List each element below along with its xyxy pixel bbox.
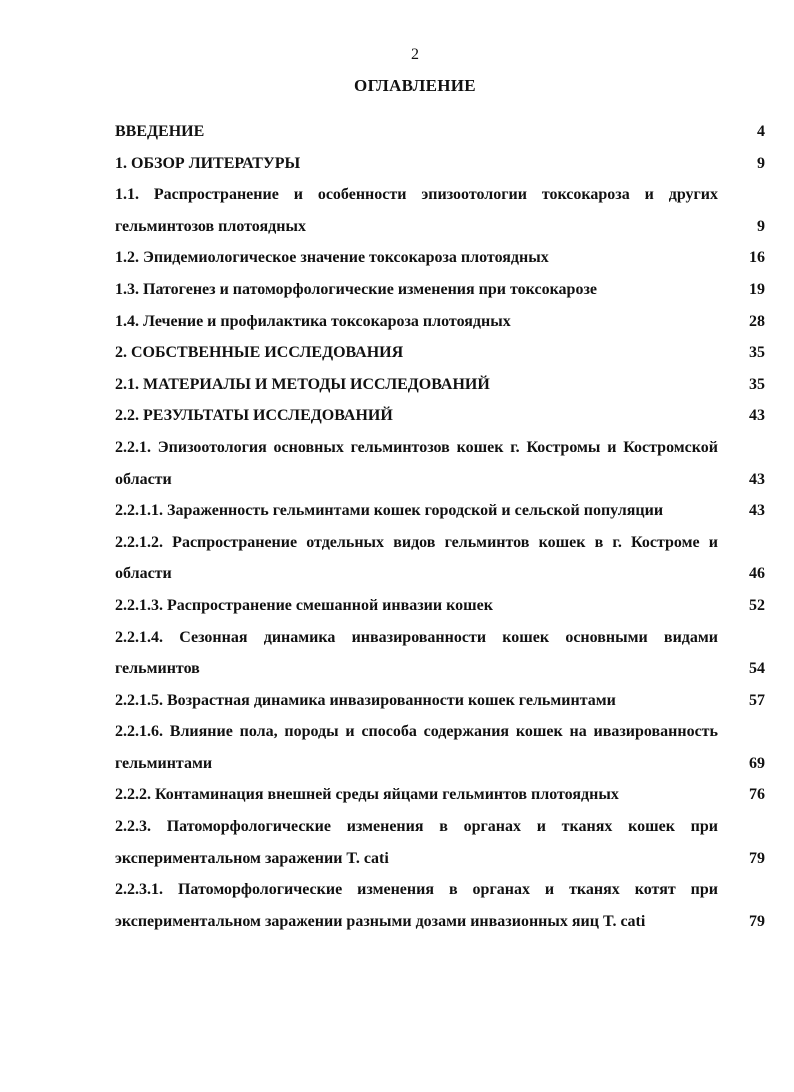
toc-page-number: 54 [749,660,765,678]
toc-entry-introduction[interactable] [115,116,765,148]
toc-entry-text: 2.2.3.1. Патоморфологические изменения в органах и тканях котят при экспериментальном заражении разными дозами инвазионных яиц T. cati [115,881,718,930]
toc-entry-1-3[interactable] [115,274,765,306]
toc-entry-text: 2.2.3. Патоморфологические изменения в органах и тканях кошек при экспериментальном заражении T. cati [115,818,718,867]
toc-page-number: 43 [749,502,765,520]
toc-entry-text: 1. ОБЗОР ЛИТЕРАТУРЫ [115,154,301,172]
toc-entry-text: 2.2.1.4. Сезонная динамика инвазированности кошек основными видами гельминтов [115,628,718,678]
toc-entry-2-2-3[interactable] [115,811,765,874]
toc-page-number: 46 [749,565,765,583]
toc-entry-text: 2.2.1.3. Распространение смешанной инвазии кошек [115,596,493,614]
toc-entry-text: 2.2.1.6. Влияние пола, породы и способа содержания кошек на ивазированность гельминтами [115,723,718,772]
toc-page-number: 28 [749,312,765,330]
toc-entry-text: ВВЕДЕНИЕ [115,123,205,140]
toc-page-number: 69 [749,754,765,772]
toc-page-number: 43 [749,470,765,488]
toc-entry-text: 2. СОБСТВЕННЫЕ ИССЛЕДОВАНИЯ [115,344,404,362]
toc-entry-1[interactable] [115,148,765,180]
toc-entry-text: 1.4. Лечение и профилактика токсокароза плотоядных [115,312,511,330]
toc-entry-2-2-1-6[interactable] [115,716,765,779]
toc-entry-2-2-1-4[interactable] [115,622,765,685]
toc-page-number: 35 [749,375,765,393]
toc-page-number: 19 [749,280,765,298]
toc-entry-text: 1.1. Распространение и особенности эпизоотологии токсокароза и других гельминтозов плотоядных [115,186,718,235]
toc-entry-1-1[interactable] [115,179,765,242]
page-number: 2 [411,46,419,63]
toc-page-number: 4 [757,123,765,140]
toc-title: ОГЛАВЛЕНИЕ [354,76,476,95]
toc-entry-text: 2.1. МАТЕРИАЛЫ И МЕТОДЫ ИССЛЕДОВАНИЙ [115,375,490,393]
toc-page-number: 57 [749,691,765,709]
toc-entry-2-2-1-3[interactable] [115,590,765,622]
toc-page-number: 16 [749,249,765,267]
toc-entry-text: 2.2.1.5. Возрастная динамика инвазированности кошек гельминтами [115,691,616,709]
toc-entry-2-2-3-1[interactable] [115,874,765,937]
table-of-contents [115,116,765,937]
toc-entry-1-2[interactable] [115,242,765,274]
toc-entry-text: 2.2. РЕЗУЛЬТАТЫ ИССЛЕДОВАНИЙ [115,407,393,425]
toc-page-number: 35 [749,344,765,362]
toc-entry-2-1[interactable] [115,369,765,401]
toc-entry-text: 2.2.1.2. Распространение отдельных видов гельминтов кошек в г. Костроме и области [115,533,718,583]
toc-entry-2-2-1-2[interactable] [115,527,765,590]
toc-page-number: 52 [749,596,765,614]
toc-entry-2-2-2[interactable] [115,779,765,811]
toc-entry-text: 1.3. Патогенез и патоморфологические изменения при токсокарозе [115,280,597,298]
toc-page-number: 9 [757,154,765,172]
toc-entry-text: 2.2.1. Эпизоотология основных гельминтозов кошек г. Костромы и Костромской области [115,438,718,488]
toc-page-number: 79 [749,849,765,867]
toc-entry-2-2-1-5[interactable] [115,685,765,717]
toc-entry-2-2[interactable] [115,400,765,432]
toc-entry-text: 2.2.1.1. Зараженность гельминтами кошек городской и сельской популяции [115,502,664,520]
toc-entry-2[interactable] [115,337,765,369]
toc-entry-text: 1.2. Эпидемиологическое значение токсокароза плотоядных [115,249,549,267]
toc-page-number: 43 [749,407,765,425]
toc-entry-text: 2.2.2. Контаминация внешней среды яйцами гельминтов плотоядных [115,786,619,804]
toc-entry-1-4[interactable] [115,306,765,338]
toc-page-number: 9 [757,217,765,235]
toc-page-number: 79 [749,912,765,930]
toc-entry-2-2-1[interactable] [115,432,765,495]
toc-entry-2-2-1-1[interactable] [115,495,765,527]
toc-page-number: 76 [749,786,765,804]
